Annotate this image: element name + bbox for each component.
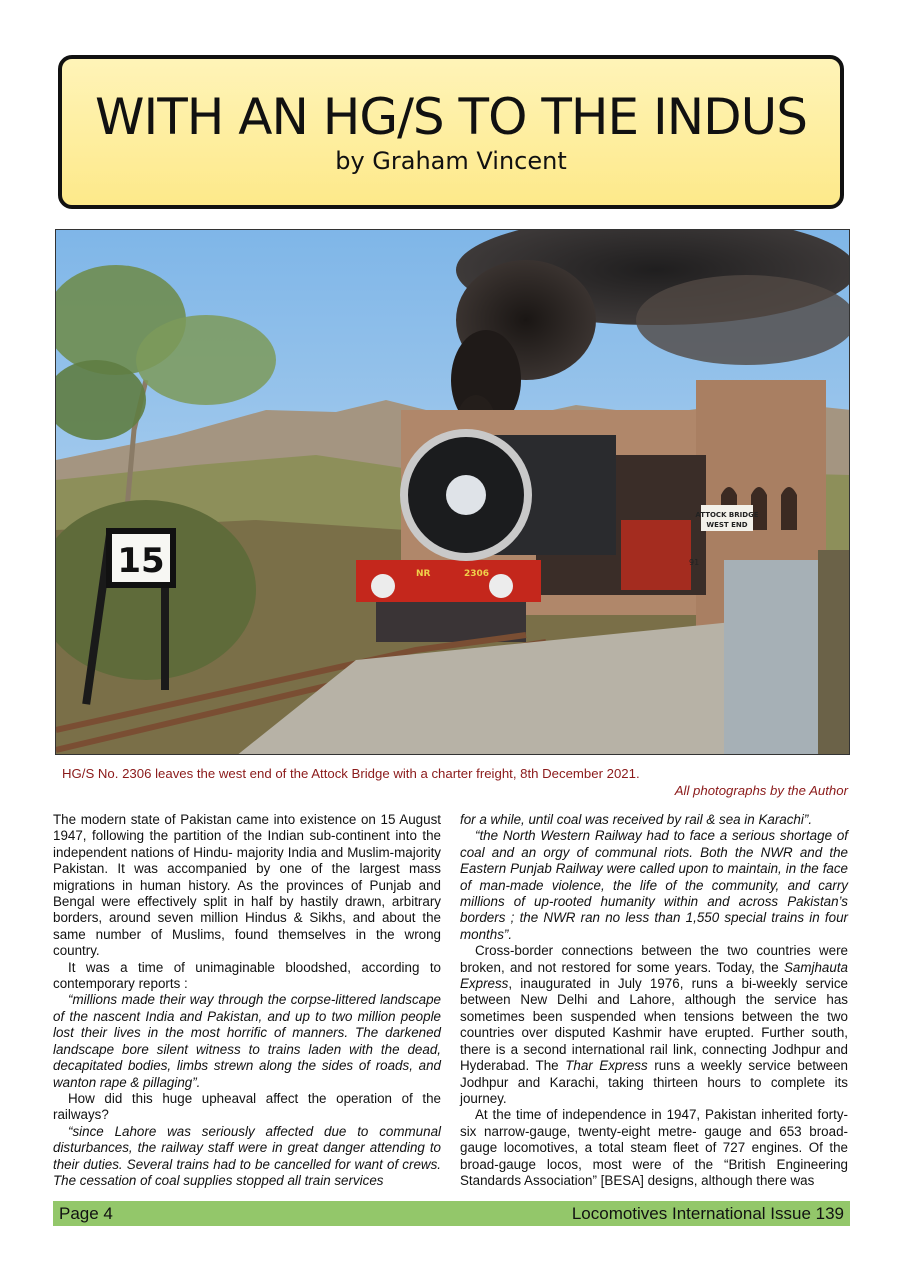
title-banner — [58, 55, 844, 209]
page-footer — [53, 1201, 850, 1226]
left-column — [53, 812, 441, 1189]
metal-shed — [724, 560, 819, 755]
photo-illustration — [56, 230, 850, 755]
right-column — [460, 812, 848, 1189]
paragraph: It was a time of unimaginable bloodshed, according to contemporary reports : — [53, 959, 441, 992]
paragraph: The modern state of Pakistan came into existence on 15 August 1947, following the partition of the Indian sub-continent into the independent nations of Hindu- majority India and Muslim-majority Pakistan. It was accompanied by one of the largest mass migrations in human history. As the provinces of Punjab and Bengal were effectively split in half by hastily drawn, arbitrary borders, around seven million Hindus & Sikhs, and about the same number of Muslims, found themselves in the wrong country. — [53, 812, 441, 959]
text-run: runs a weekly service between Jodhpur and Karachi, taking thirteen hours to complete its journey. — [460, 1058, 848, 1106]
milepost-number: 15 — [117, 541, 165, 581]
sign-small: 91 — [689, 558, 700, 567]
quote: “the North Western Railway had to face a serious shortage of coal and an orgy of communal riots. Both the NWR and the Eastern Punjab Railway were called upon to maintain, in the face of man-made violence, the life of the community, and carry millions of up-rooted humanity within and across Pakistan’s borders ; the NWR ran no less than 1,550 special trains in four months”. — [460, 828, 848, 942]
photo-caption: HG/S No. 2306 leaves the west end of the Attock Bridge with a charter freight, 8th December 2021. — [62, 766, 640, 781]
paragraph: At the time of independence in 1947, Pakistan inherited forty-six narrow-gauge, twenty-eight metre- gauge and 653 broad-gauge locomotives, a total steam fleet of 727 engines. Of the broad-gauge locos, most were of the “British Engineering Standards Association” [BESA] designs, although there was — [460, 1107, 848, 1188]
photo-credit: All photographs by the Author — [674, 783, 848, 798]
publication-name: Locomotives International Issue 139 — [571, 1203, 844, 1223]
paragraph: How did this huge upheaval affect the operation of the railways? — [53, 1090, 441, 1123]
quote-continued: for a while, until coal was received by rail & sea in Karachi”. — [460, 812, 813, 827]
train-name: Samjhauta Express — [460, 959, 848, 992]
sign-line2: WEST END — [706, 521, 748, 529]
article-title: WITH AN HG/S TO THE INDUS — [95, 88, 807, 146]
text-run: Cross-border connections between the two countries were broken, and not restored for some years. Today, the — [460, 943, 848, 975]
loco-number: 2306 — [464, 569, 490, 579]
sign-line1: ATTOCK BRIDGE — [695, 511, 759, 519]
text-run: , inaugurated in July 1976, runs a bi-weekly service between New Delhi and Lahore, although the service has sometimes been suspended when tensions between the two countries over disputed Kashmir have erupted. Further south, there is a second international rail link, connecting Jodhpur and Hyderabad. The — [460, 976, 848, 1074]
loco-plate-left: NR — [416, 569, 431, 579]
article-byline: by Graham Vincent — [335, 147, 567, 175]
quote: “since Lahore was seriously affected due to communal disturbances, the railway staff were in great danger attending to their duties. Several trains had to be cancelled for want of crews. The cessation of coal supplies stopped all train services — [53, 1123, 441, 1188]
paragraph — [460, 943, 848, 1107]
main-photo — [55, 229, 850, 755]
train-name: Thar Express — [565, 1058, 648, 1074]
page-number: Page 4 — [59, 1203, 113, 1223]
quote: “millions made their way through the corpse-littered landscape of the nascent India and Pakistan, and up to two million people lost their lives in the most horrific of manners. The darkened landscape bore silent witness to trains laden with the dead, decapitated bodies, limbs strewn along the sides of roads, and wanton rape & pillaging”. — [53, 992, 441, 1090]
